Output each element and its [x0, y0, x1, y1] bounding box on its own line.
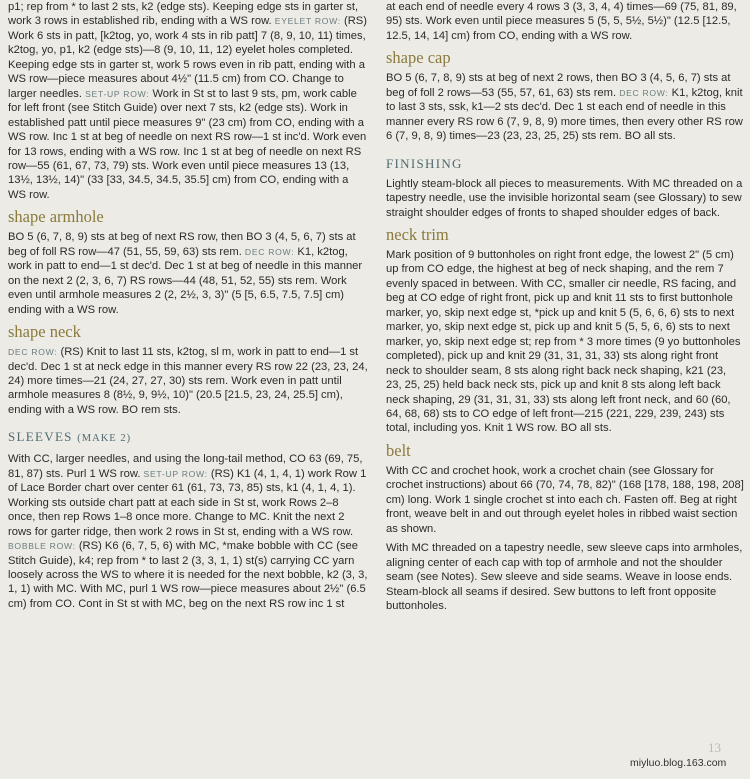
section-heading-finishing: FINISHING [386, 155, 463, 171]
paragraph: DEC ROW: (RS) Knit to last 11 sts, k2tog, sl m, work in patt to end—1 st dec'd. Dec 1 st at neck edge in this manner every RS row 22 (23, 23, 24, 24) more times—21 (24, 27, 27, 30) sts rem. Work even in patt until armhole measures 8 (8½, 9, 9½, 10)" (20.5 [21.5, 23, 24, 25.5] cm), ending with a WS row. BO rem sts. [8, 346, 368, 416]
inline-label: SET-UP ROW: [85, 88, 150, 99]
section-heading-shape-neck: shape neck [8, 322, 81, 342]
paragraph: With CC and crochet hook, work a crochet chain (see Glossary for crochet instructions) about 66 (70, 74, 78, 82)" (168 [178, 188, 198, 208] cm) long. Work 1 single crochet st into each ch. Fasten off. Beg at right front, weave belt in and out through eyelet holes in ribbed waist section as shown. [386, 464, 744, 535]
inline-label: EYELET ROW: [274, 16, 341, 27]
paragraph: BO 5 (6, 7, 8, 9) sts at beg of next RS row, then BO 3 (4, 5, 6, 7) sts at beg of foll RS row—47 (51, 55, 59, 63) sts rem. DEC ROW: K1, k2tog, work in patt to end—1 st dec'd. Dec 1 st at beg of needle in this manner on the next 2 (2, 3, 6, 7) RS rows—44 (48, 51, 52, 55) sts rem. Work even until armhole measures 2 (2, 2½, 3, 3)" (5 [5, 6.5, 7.5, 7.5] cm) ending with a WS row. [8, 231, 363, 316]
paragraph: With MC threaded on a tapestry needle, sew sleeve caps into armholes, aligning center of each cap with top of armhole and not the shoulder seam (see Notes). Sew sleeve and side seams. Weave in loose ends. Steam-block all seams if desired. Sew buttons to left front opposite buttonholes. [386, 542, 743, 612]
left-column [8, 0, 368, 616]
page-number: 13 [708, 740, 721, 755]
inline-label: DEC ROW: [244, 246, 295, 257]
section-heading-belt: belt [386, 440, 411, 460]
paragraph: Mark position of 9 buttonholes on right front edge, the lowest 2" (5 cm) up from CO edge, the highest at beg of neck shaping, and the rem 7 evenly spaced in between. With CC, smaller cir needle, RS facing, and beg at CO edge of right front, pick up and knit 11 sts to first buttonhole marker, yo, skip next edge st, *pick up and knit 5 (5, 6, 6, 6) sts to next marker, yo, skip next edge st, pick up and knit 5 (5, 5, 6, 6) sts to next marker, yo, skip next edge st; rep from * 3 more times (9 yo buttonholes completed), pick up and knit 29 (31, 31, 31, 33) sts along right front neck to shoulder seam, 8 sts along right back neck shaping, k21 (23, 23, 25, 25) held back neck sts, pick up and knit 8 sts along left back neck shaping, 29 (31, 31, 31, 33) sts along left front neck, and 60 (60, 64, 68, 68) sts to CO edge of left front—215 (221, 229, 239, 243) sts total, including yos. Knit 1 WS row. BO all sts. [386, 248, 741, 435]
section-heading-neck-trim: neck trim [386, 224, 449, 244]
inline-label: SET-UP ROW: [143, 468, 208, 479]
paragraph: p1; rep from * to last 2 sts, k2 (edge sts). Keeping edge sts in garter st, work 3 rows in established rib, ending with a WS row. EYELET ROW: (RS) Work 6 sts in patt, [k2tog, yo, work 4 sts in rib patt] 7 (8, 9, 10, 11) times, k2tog, yo, p1, k2 (edge sts)—8 (9, 10, 11, 12) eyelet holes completed. Keeping edge sts in garter st, work 5 rows even in rib patt, ending with a WS row—piece measures about 4½" (11.5 cm) from CO. Change to larger needles. SET-UP ROW: Work in St st to last 9 sts, pm, work cable for left front (see Stitch Guide) over next 7 sts, k2 (edge sts). Work in established patt until piece measures 9" (23 cm) from CO, ending with a WS row. Inc 1 st at beg of needle on next RS row—1 st inc'd. Work even for 13 rows, ending with a WS row. Inc 1 st at beg of needle on next RS row—55 (61, 67, 73, 79) sts. Work even until piece measures 13 (13, 13½, 13½, 14)" (33 [33, 34.5, 34.5, 35.5] cm) from CO, ending with a WS row. [8, 1, 367, 201]
watermark: miyluo.blog.163.com [630, 757, 727, 769]
paragraph: BO 5 (6, 7, 8, 9) sts at beg of next 2 rows, then BO 3 (4, 5, 6, 7) sts at beg of foll 2 rows—53 (55, 57, 61, 63) sts rem. DEC ROW: K1, k2tog, knit to last 3 sts, ssk, k1—2 sts dec'd. Dec 1 st each end of needle in this manner every RS row 6 (7, 9, 8, 9) more times, then every other RS row 6 (7, 9, 8, 9) times—23 (23, 23, 25, 25) sts rem. BO all sts. [386, 72, 743, 143]
section-heading-shape-armhole: shape armhole [8, 207, 104, 227]
inline-label: DEC ROW: [8, 347, 58, 358]
inline-label: DEC ROW: [619, 87, 669, 98]
inline-label: BOBBLE ROW: [8, 541, 76, 552]
right-column [386, 0, 744, 618]
section-heading-sleeves: SLEEVES (MAKE 2) [8, 429, 132, 445]
section-heading-shape-cap: shape cap [386, 48, 451, 68]
paragraph: at each end of needle every 4 rows 3 (3, 3, 4, 4) times—69 (75, 81, 89, 95) sts. Work even until piece measures 5 (5, 5, 5½, 5½)" (12.5 [12.5, 12.5, 14, 14] cm) from CO, ending with a WS row. [386, 1, 737, 42]
paragraph: With CC, larger needles, and using the long-tail method, CO 63 (69, 75, 81, 87) sts. Purl 1 WS row. SET-UP ROW: (RS) K1 (4, 1, 4, 1) work Row 1 of Lace Border chart over center 61 (61, 73, 73, 85) sts, k1 (4, 1, 4, 1). Working sts outside chart patt at each side in St st, work Rows 2–8 once, then rep Rows 1–8 once more. Change to MC. Knit the next 2 rows for garter ridge, then work 2 rows in St st, ending with a WS row. BOBBLE ROW: (RS) K6 (6, 7, 5, 6) with MC, *make bobble with CC (see Stitch Guide), k4; rep from * to last 2 (3, 3, 1, 1) st(s) carrying CC yarn loosely across the WS to where it is needed for the next bobble, k2 (3, 3, 1, 1) with MC. With MC, purl 1 WS row—piece measures about 2½" (6.5 cm) from CO. Cont in St st with MC, beg on the next RS row inc 1 st [8, 453, 368, 610]
paragraph: Lightly steam-block all pieces to measurements. With MC threaded on a tapestry needle, use the invisible horizontal seam (see Glossary) to sew straight shoulder edges of fronts to shaped shoulder edges of back. [386, 177, 743, 219]
